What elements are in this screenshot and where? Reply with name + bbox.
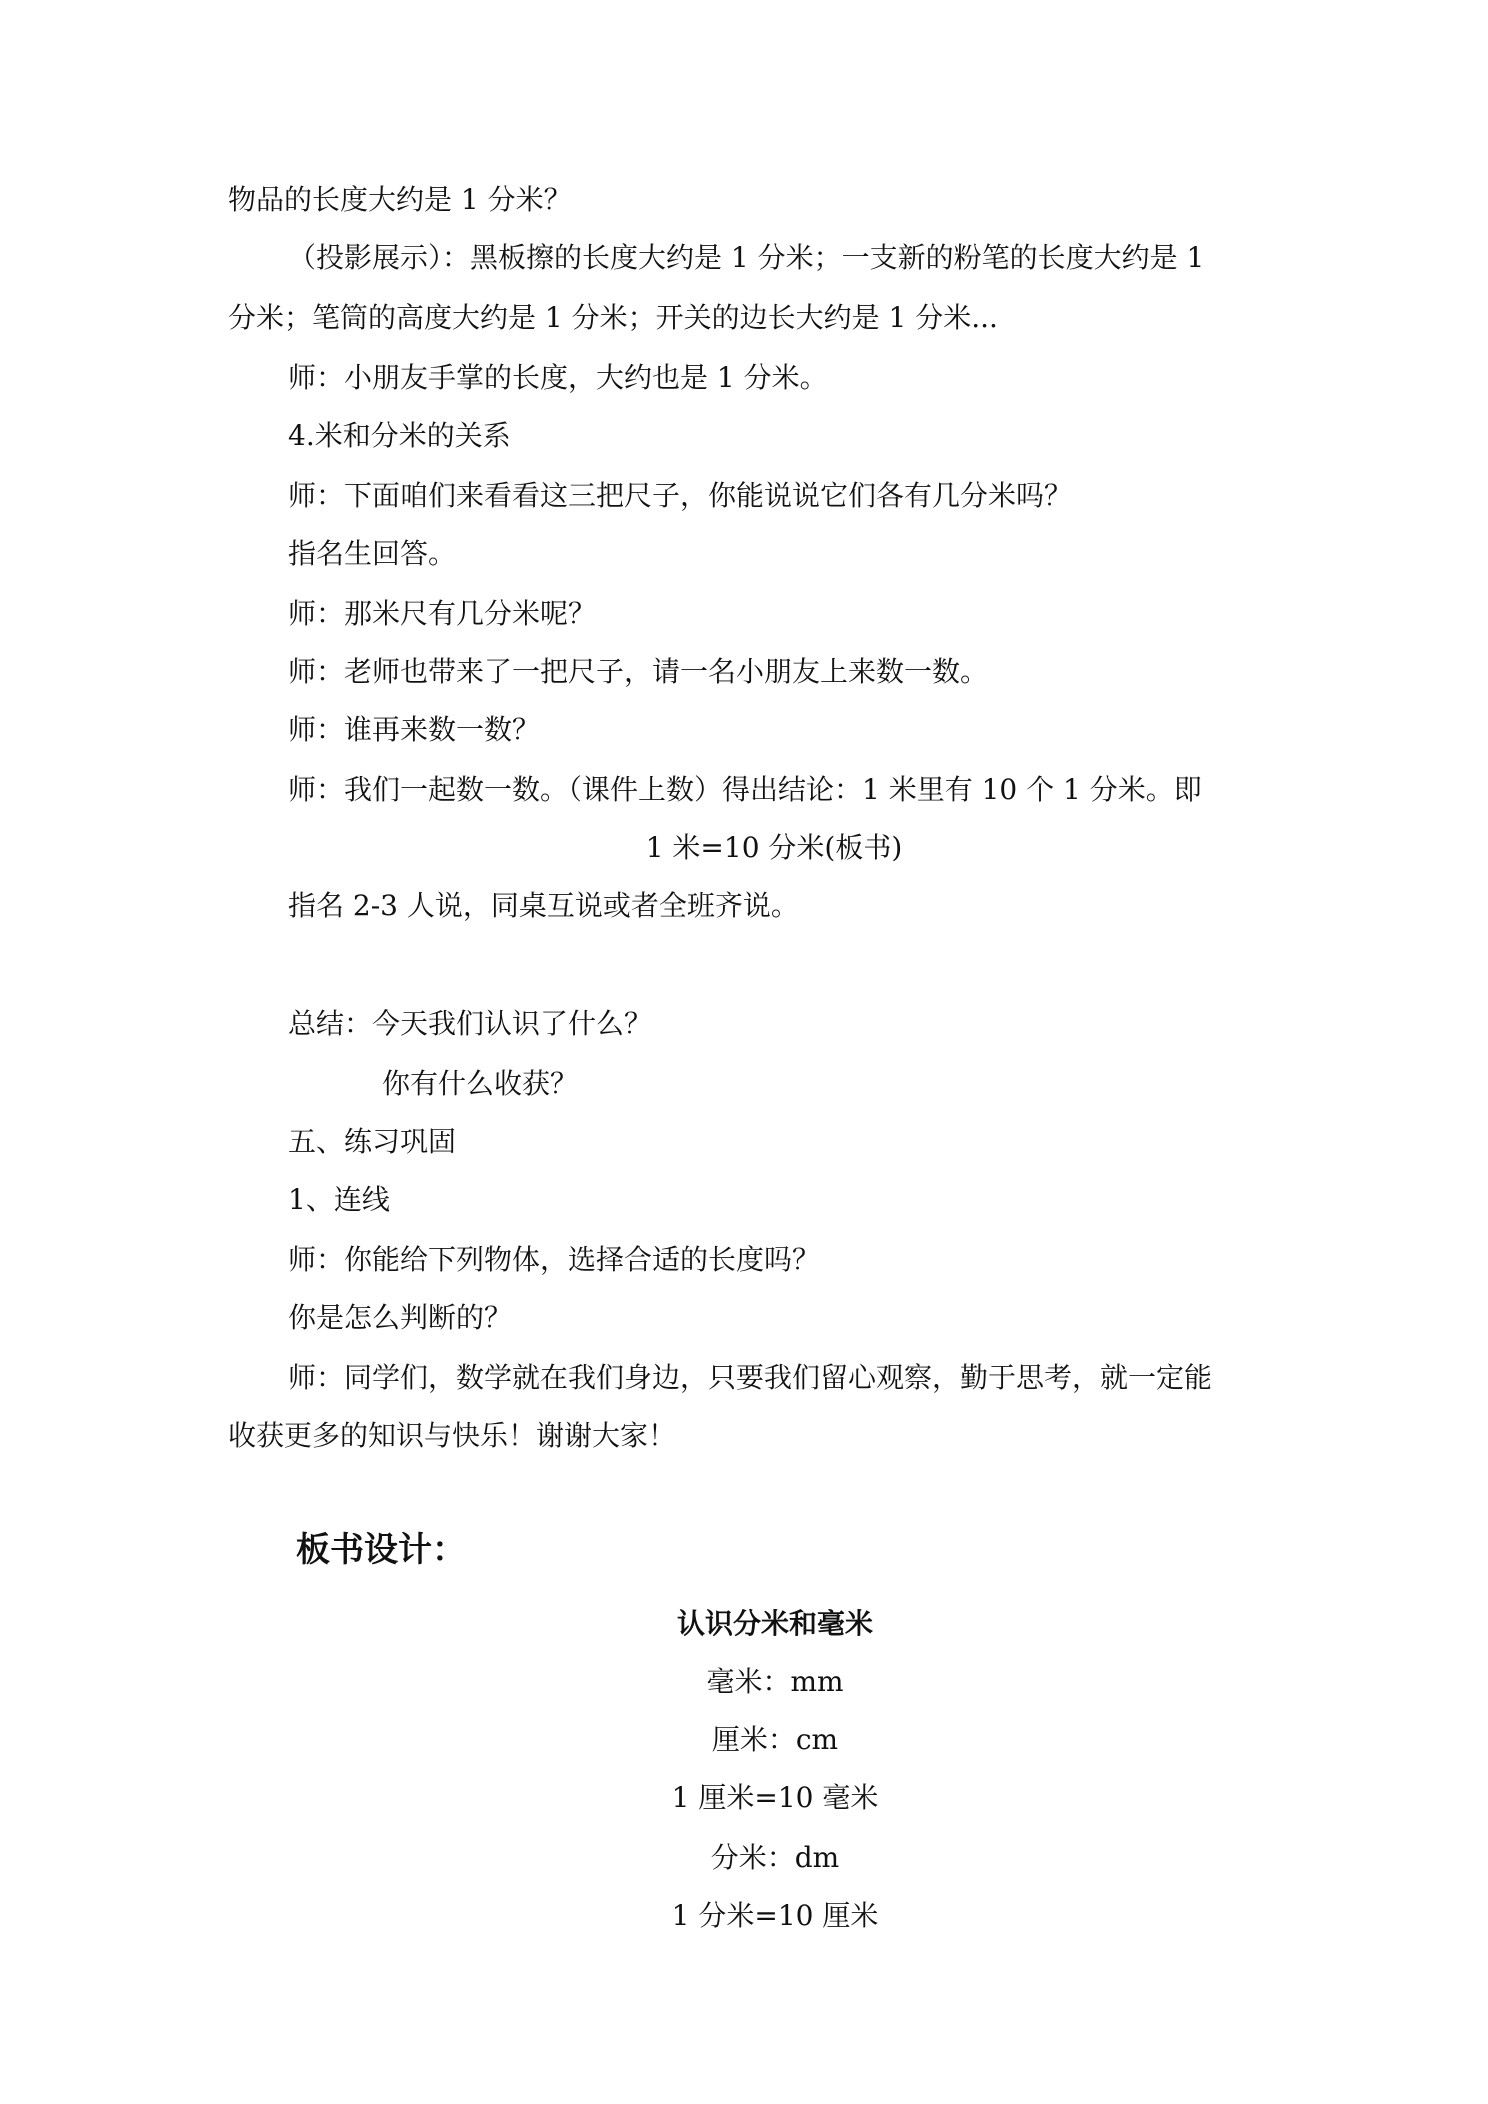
paragraph: 师：小朋友手掌的长度，大约也是 1 分米。	[288, 361, 828, 394]
board-title: 认识分米和毫米	[676, 1607, 873, 1640]
board-line: 分米：dm	[710, 1841, 840, 1874]
paragraph: 指名生回答。	[288, 537, 457, 570]
paragraph: 总结：今天我们认识了什么？	[288, 1007, 653, 1040]
paragraph: 收获更多的知识与快乐！谢谢大家！	[228, 1419, 677, 1452]
paragraph: 师：我们一起数一数。（课件上数）得出结论：1 米里有 10 个 1 分米。即	[288, 773, 1202, 806]
board-line: 厘米：cm	[711, 1723, 839, 1756]
paragraph: 1、连线	[288, 1183, 390, 1216]
paragraph: 师：你能给下列物体，选择合适的长度吗？	[288, 1243, 821, 1276]
board-line: 1 厘米=10 毫米	[671, 1781, 879, 1814]
section-heading: 4.米和分米的关系	[288, 419, 511, 452]
paragraph: 师：那米尺有几分米呢？	[288, 597, 597, 630]
paragraph: 物品的长度大约是 1 分米？	[228, 183, 572, 216]
paragraph: 分米；笔筒的高度大约是 1 分米；开关的边长大约是 1 分米...	[228, 301, 998, 334]
board-line: 毫米：mm	[706, 1665, 844, 1698]
paragraph: 师：老师也带来了一把尺子，请一名小朋友上来数一数。	[288, 655, 989, 688]
paragraph: 师：谁再来数一数？	[288, 713, 541, 746]
board-line: 1 分米=10 厘米	[671, 1899, 879, 1932]
paragraph: 你有什么收获？	[382, 1067, 579, 1100]
section-heading: 五、练习巩固	[288, 1125, 457, 1158]
board-design-heading: 板书设计：	[296, 1530, 466, 1570]
paragraph: 你是怎么判断的？	[288, 1301, 513, 1334]
paragraph: 指名 2-3 人说，同桌互说或者全班齐说。	[288, 889, 799, 922]
paragraph: （投影展示）：黑板擦的长度大约是 1 分米；一支新的粉笔的长度大约是 1	[288, 241, 1205, 274]
paragraph: 师：同学们，数学就在我们身边，只要我们留心观察，勤于思考，就一定能	[288, 1361, 1213, 1394]
formula-line: 1 米=10 分米(板书)	[645, 831, 903, 864]
paragraph: 师：下面咱们来看看这三把尺子，你能说说它们各有几分米吗？	[288, 479, 1073, 512]
